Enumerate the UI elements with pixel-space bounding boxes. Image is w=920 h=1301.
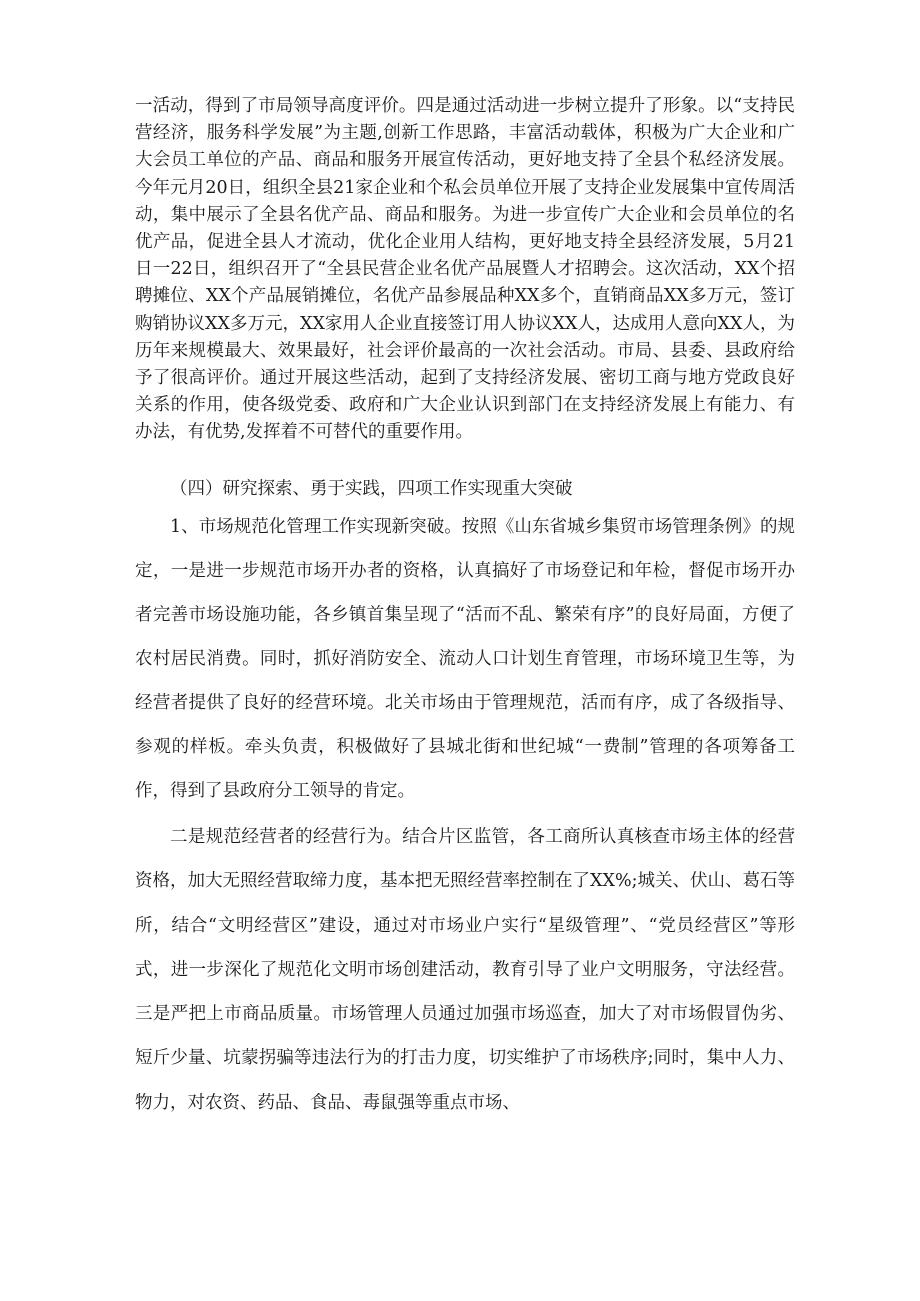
- paragraph-activities-summary: 一活动，得到了市局领导高度评价。四是通过活动进一步树立提升了形象。以“支持民营经济，服务科学发展”为主题,创新工作思路，丰富活动载体，积极为广大企业和广大会员工单位的产品、商品和服务开展宣传活动，更好地支持了全县个私经济发展。今年元月20日，组织全县21家企业和个私会员单位开展了支持企业发展集中宣传周活动，集中展示了全县名优产品、商品和服务。为进一步宣传广大企业和会员单位的名优产品，促进全县人才流动，优化企业用人结构，更好地支持全县经济发展，5月21日一22日，组织召开了“全县民营企业名优产品展暨人才招聘会。这次活动，XX个招聘摊位、XX个产品展销摊位，名优产品参展品种XX多个，直销商品XX多万元，签订购销协议XX多万元，XX家用人企业直接签订用人协议XX人，达成用人意向XX人，为历年来规模最大、效果最好，社会评价最高的一次社会活动。市局、县委、县政府给予了很高评价。通过开展这些活动，起到了支持经济发展、密切工商与地方党政良好关系的作用，使各级党委、政府和广大企业认识到部门在支持经济发展上有能力、有办法，有优势,发挥着不可替代的重要作用。: [135, 96, 795, 443]
- section-heading: （四）研究探索、勇于实践，四项工作实现重大突破: [170, 479, 573, 499]
- paragraph-operator-regulation: 二是规范经营者的经营行为。结合片区监管，各工商所认真核查市场主体的经营资格，加大无照经营取缔力度，基本把无照经营率控制在了XX%;城关、伏山、葛石等所，结合“文明经营区”建设，通过对市场业户实行“星级管理”、“党员经营区”等形式，进一步深化了规范化文明市场创建活动，教育引导了业户文明服务，守法经营。三是严把上市商品质量。市场管理人员通过加强市场巡查，加大了对市场假冒伪劣、短斤少量、坑蒙拐骗等违法行为的打击力度，切实维护了市场秩序;同时，集中人力、物力，对农资、药品、食品、毒鼠强等重点市场、: [135, 827, 795, 1113]
- paragraph-market-management: 1、市场规范化管理工作实现新突破。按照《山东省城乡集贸市场管理条例》的规定，一是进一步规范市场开办者的资格，认真搞好了市场登记和年检，督促市场开办者完善市场设施功能，各乡镇首集呈现了“活而不乱、繁荣有序”的良好局面，方便了农村居民消费。同时，抓好消防安全、流动人口计划生育管理，市场环境卫生等，为经营者提供了良好的经营环境。北关市场由于管理规范，活而有序，成了各级指导、参观的样板。牵头负责，积极做好了县城北街和世纪城“一费制”管理的各项筹备工作，得到了县政府分工领导的肯定。: [135, 517, 795, 801]
